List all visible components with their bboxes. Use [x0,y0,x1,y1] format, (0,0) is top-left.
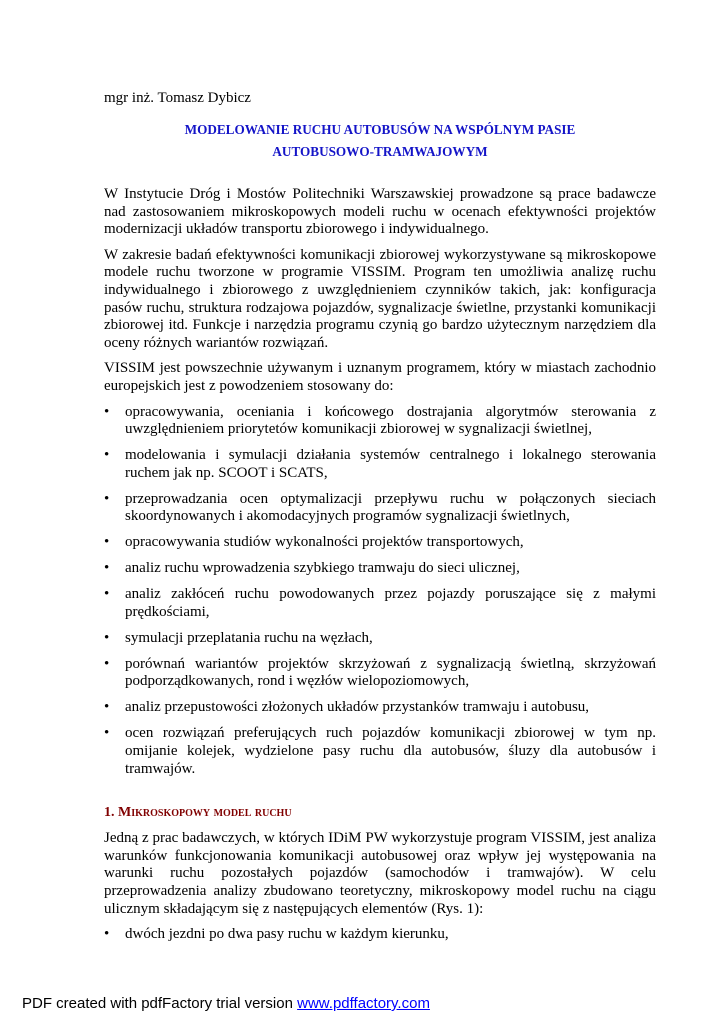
model-elements-list [104,926,656,944]
title-line-1: MODELOWANIE RUCHU AUTOBUSÓW NA WSPÓLNYM PASIE [184,122,576,137]
bullet-glyph: • [104,629,110,646]
list-item [104,586,656,621]
document-title [104,119,656,163]
document-body [104,186,656,960]
list-item-text: symulacji przeplatania ruchu na węzłach, [125,629,373,646]
section-heading: 1. Mikroskopowy model ruchu [104,805,292,821]
list-item [104,534,656,552]
list-item-text: analiz przepustowości złożonych układów przystanków tramwaju i autobusu, [125,699,590,716]
list-item [104,699,656,717]
bullet-glyph: • [104,560,110,577]
bullet-glyph: • [104,699,110,716]
bullet-glyph: • [104,490,110,507]
list-item-text: porównań wariantów projektów skrzyżowań z sygnalizacją świetlną, skrzyżowań podporządkowanych, rond i węzłów wielopoziomowych, [125,655,656,690]
intro-paragraph: W Instytucie Dróg i Mostów Politechniki Warszawskiej prowadzone są prace badawcze nad zastosowaniem mikroskopowych modeli ruchu w ocenach efektywności projektów modernizacji układów transportu zbiorowego i indywidualnego. [104,186,656,238]
vissim-paragraph: VISSIM jest powszechnie używanym i uznanym programem, który w miastach zachodnio europejskich jest z powodzeniem stosowany do: [104,360,656,394]
list-item [104,491,656,526]
title-line-2: AUTOBUSOWO-TRAMWAJOWYM [272,144,488,159]
list-item-text: opracowywania, oceniania i końcowego dostrajania algorytmów sterowania z uwzględnieniem priorytetów komunikacji zbiorowej w sygnalizacji świetlnej, [125,403,656,438]
list-item-text: analiz ruchu wprowadzenia szybkiego tramwaju do sieci ulicznej, [125,560,520,577]
list-item [104,447,656,482]
list-item [104,404,656,439]
bullet-glyph: • [104,655,110,672]
bullet-glyph: • [104,586,110,603]
list-item [104,926,656,944]
list-item-text: dwóch jezdni po dwa pasy ruchu w każdym kierunku, [125,926,449,943]
bullet-glyph: • [104,926,110,943]
author-name: mgr inż. Tomasz Dybicz [104,90,251,106]
list-item-text: opracowywania studiów wykonalności projektów transportowych, [125,534,524,551]
list-item-text: przeprowadzania ocen optymalizacji przepływu ruchu w połączonych sieciach skoordynowanych i akomodacyjnych programów sygnalizacji świetlnych, [125,490,656,525]
list-item-text: modelowania i symulacji działania systemów centralnego i lokalnego sterowania ruchem jak np. SCOOT i SCATS, [125,447,656,481]
footer-link[interactable]: www.pdffactory.com [297,995,430,1012]
list-item [104,656,656,691]
list-item-text: analiz zakłóceń ruchu powodowanych przez pojazdy poruszające się z małymi prędkościami, [125,586,656,620]
list-item-text: ocen rozwiązań preferujących ruch pojazdów komunikacji zbiorowej w tym np. omijanie kolejek, wydzielone pasy ruchu dla autobusów, śluzy dla autobusów i tramwajów. [125,725,656,777]
list-item [104,560,656,578]
scope-paragraph: W zakresie badań efektywności komunikacji zbiorowej wykorzystywane są mikroskopowe modele ruchu tworzone w programie VISSIM. Program ten umożliwia analizę ruchu indywidualnego i zbiorowego z uwzględnieniem czynników takich, jak: konfiguracja pasów ruchu, struktura rodzajowa pojazdów, sygnalizacje świetlne, przystanki komunikacji zbiorowej itd. Funkcje i narzędzia programu czynią go bardzo użytecznym narzędziem dla oceny różnych wariantów rozwiązań. [104,246,656,351]
bullet-glyph: • [104,447,110,464]
bullet-glyph: • [104,403,110,420]
list-item [104,725,656,778]
list-item [104,630,656,648]
section-paragraph: Jedną z prac badawczych, w których IDiM PW wykorzystuje program VISSIM, jest analiza warunków funkcjonowania komunikacji autobusowej oraz wpływ jej występowania na warunki ruchu pozostałych pojazdów (samochodów i tramwajów). W celu przeprowadzenia analizy zbudowano teoretyczny, mikroskopowy model ruchu na ciągu ulicznym składającym się z następujących elementów (Rys. 1): [104,830,656,917]
footer-text: PDF created with pdfFactory trial version [22,995,293,1012]
applications-list [104,404,656,779]
bullet-glyph: • [104,725,110,742]
bullet-glyph: • [104,534,110,551]
pdf-footer [22,995,430,1012]
